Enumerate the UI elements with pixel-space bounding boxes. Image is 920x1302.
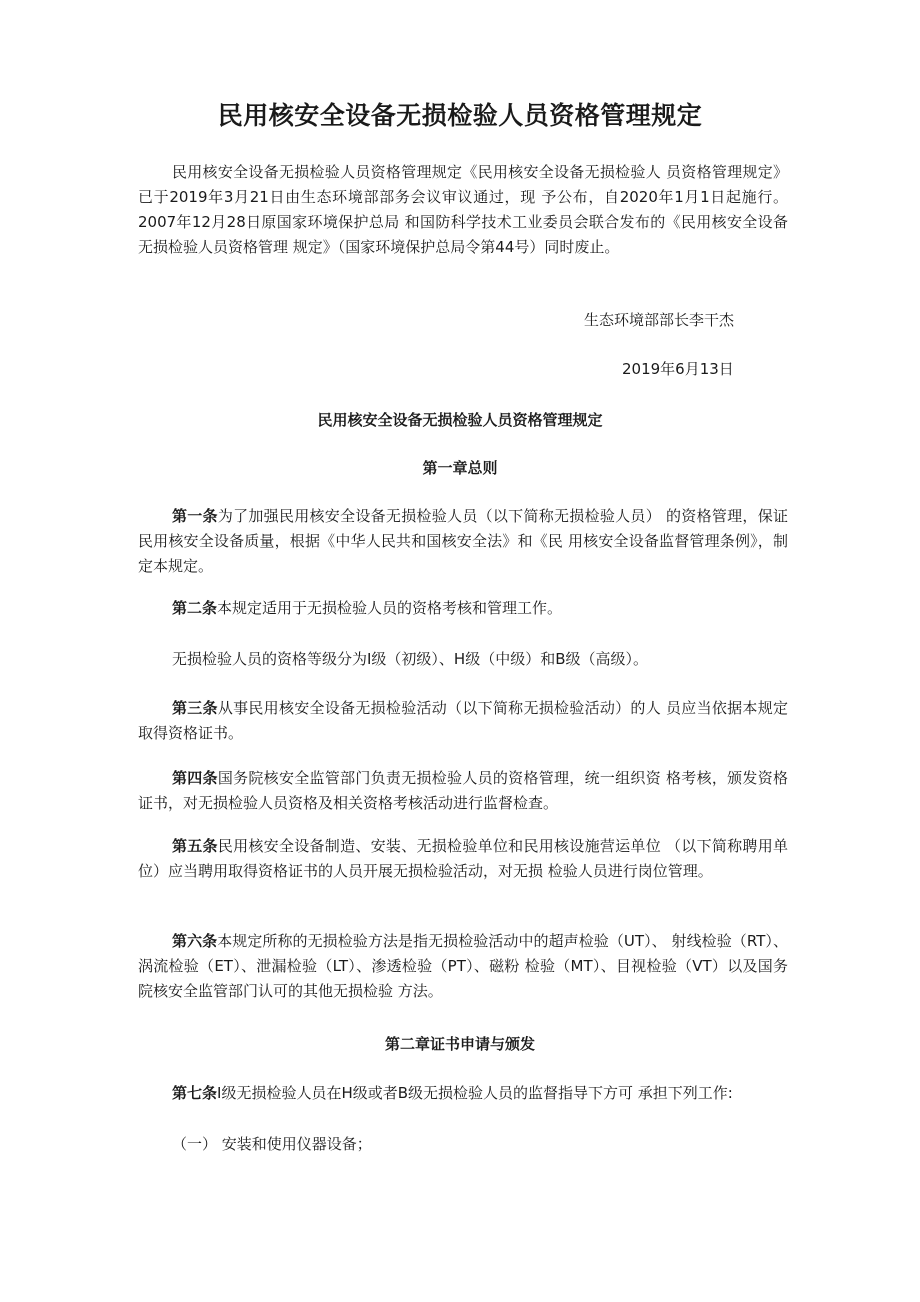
document-title: 民用核安全设备无损检验人员资格管理规定 bbox=[217, 101, 703, 130]
article-2-label: 第二条 bbox=[172, 599, 218, 617]
article-4 bbox=[138, 766, 788, 816]
article-3-label: 第三条 bbox=[172, 699, 218, 717]
article-7-text: I级无损检验人员在H级或者B级无损检验人员的监督指导下方可 承担下列工作: bbox=[217, 1084, 733, 1102]
article-6-text: 本规定所称的无损检验方法是指无损检验活动中的超声检验（UT）、 射线检验（RT）、涡流检验（ET）、泄漏检验（LT）、渗透检验（PT）、磁粉 检验（MT）、目视检验（VT）以及国务院核安全监管部门认可的其他无损检验 方法。 bbox=[138, 932, 788, 1000]
article-2 bbox=[138, 596, 788, 621]
article-1-label: 第一条 bbox=[172, 507, 218, 525]
article-5-label: 第五条 bbox=[172, 837, 218, 855]
article-4-text: 国务院核安全监管部门负责无损检验人员的资格管理，统一组织资 格考核，颁发资格证书，对无损检验人员资格及相关资格考核活动进行监督检查。 bbox=[138, 769, 788, 812]
article-2-levels-text: 无损检验人员的资格等级分为I级（初级）、H级（中级）和B级（高级）。 bbox=[172, 650, 648, 668]
article-4-label: 第四条 bbox=[172, 769, 218, 787]
article-2-text: 本规定适用于无损检验人员的资格考核和管理工作。 bbox=[217, 599, 563, 617]
article-1 bbox=[138, 504, 788, 579]
article-3 bbox=[138, 696, 788, 746]
subtitle: 民用核安全设备无损检验人员资格管理规定 bbox=[317, 411, 603, 429]
chapter-1-heading: 第一章总则 bbox=[422, 459, 498, 477]
article-6 bbox=[138, 929, 788, 1004]
article-7-label: 第七条 bbox=[172, 1084, 218, 1102]
intro-paragraph: 民用核安全设备无损检验人员资格管理规定《民用核安全设备无损检验人 员资格管理规定》已于2019年3月21日由生态环境部部务会议审议通过，现 予公布，自2020年1月1日起施行。2007年12月28日原国家环境保护总局 和国防科学技术工业委员会联合发布的《民用核安全设备无损检验人员资格管理 规定》（国家环境保护总局令第44号）同时废止。 bbox=[138, 163, 788, 256]
article-2-levels bbox=[138, 647, 788, 672]
article-3-text: 从事民用核安全设备无损检验活动（以下简称无损检验活动）的人 员应当依据本规定取得资格证书。 bbox=[138, 699, 788, 742]
date: 2019年6月13日 bbox=[622, 360, 734, 378]
article-6-label: 第六条 bbox=[172, 932, 218, 950]
chapter-2-heading: 第二章证书申请与颁发 bbox=[384, 1035, 535, 1053]
signature: 生态环境部部长李干杰 bbox=[584, 311, 735, 329]
article-5-text: 民用核安全设备制造、安装、无损检验单位和民用核设施营运单位 （以下简称聘用单位）应当聘用取得资格证书的人员开展无损检验活动，对无损 检验人员进行岗位管理。 bbox=[138, 837, 788, 880]
list-item-1: （一） 安装和使用仪器设备； bbox=[172, 1135, 372, 1153]
article-7 bbox=[138, 1081, 788, 1106]
article-5 bbox=[138, 834, 788, 884]
article-1-text: 为了加强民用核安全设备无损检验人员（以下简称无损检验人员） 的资格管理，保证民用核安全设备质量，根据《中华人民共和国核安全法》和《民 用核安全设备监督管理条例》，制定本规定。 bbox=[138, 507, 788, 575]
